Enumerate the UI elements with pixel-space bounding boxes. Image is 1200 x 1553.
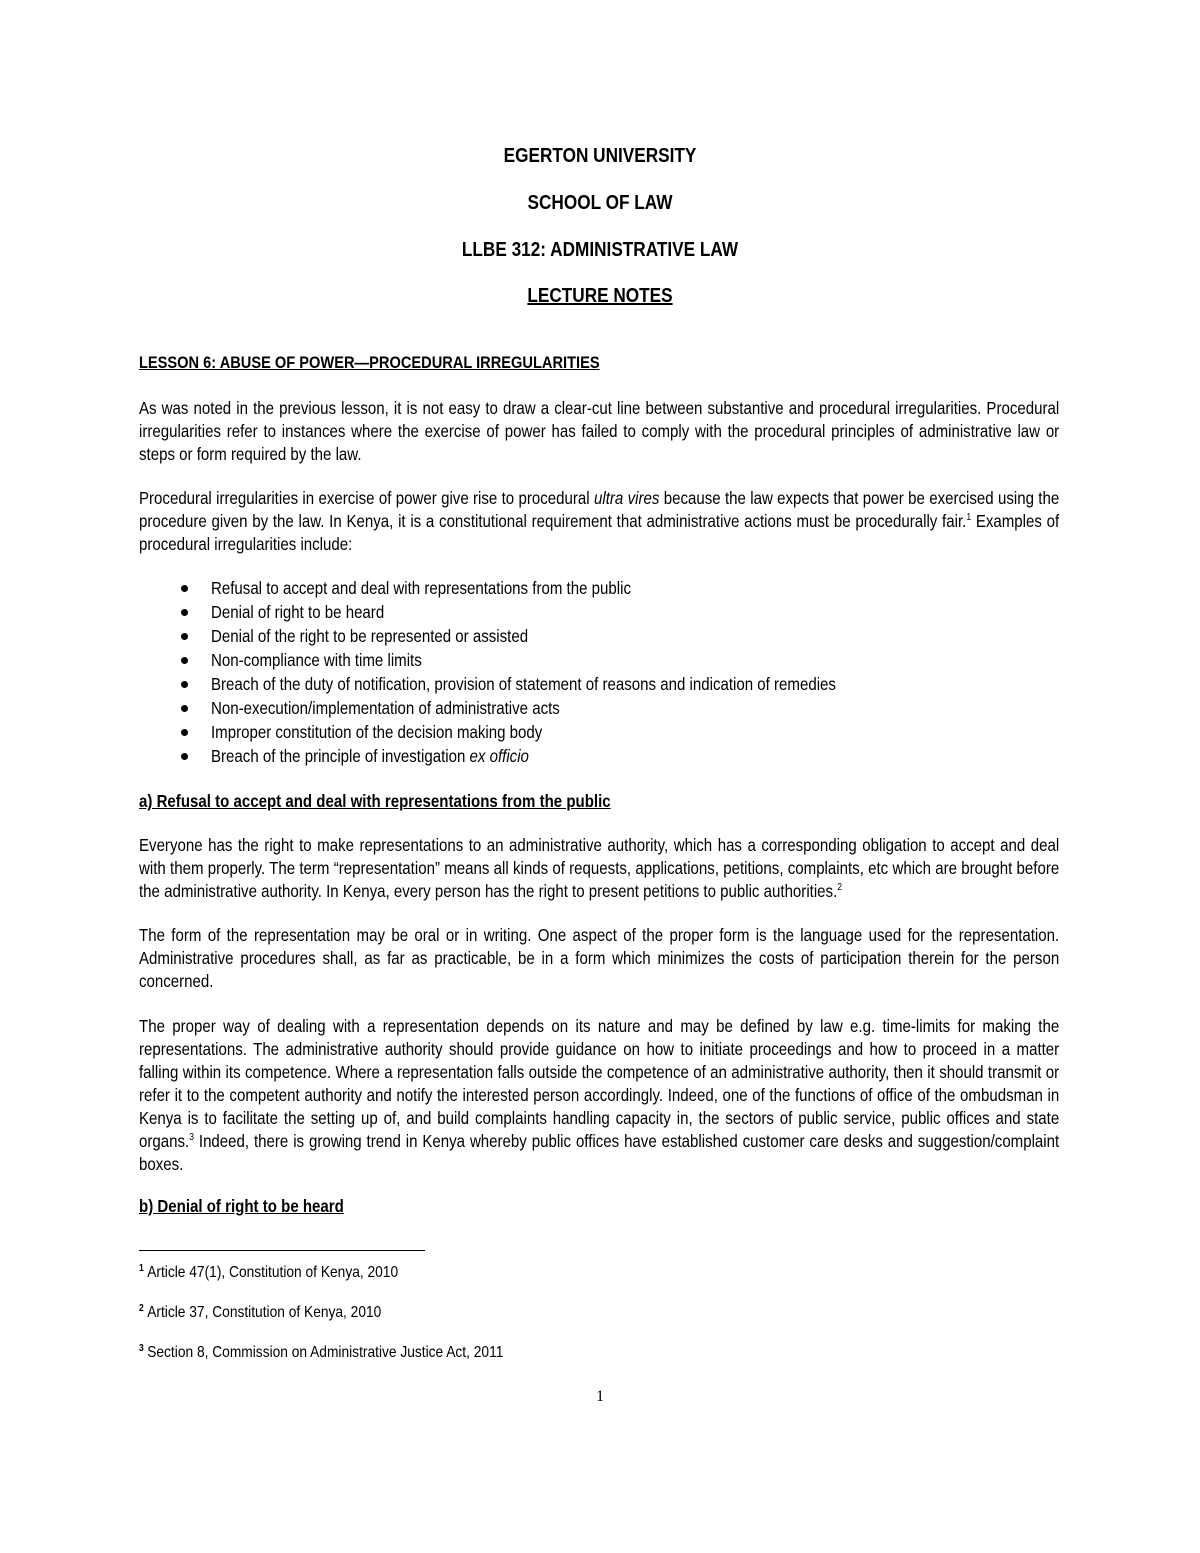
footnote-2: $^2$ Article 37, Constitution of Kenya, 2010	[139, 1302, 382, 1321]
list-item: Non-execution/implementation of administrative acts	[173, 696, 1073, 720]
school-title: SCHOOL OF LAW	[527, 192, 673, 214]
university-title: EGERTON UNIVERSITY	[503, 145, 697, 167]
footnote-separator	[139, 1250, 425, 1251]
bullet-icon	[181, 681, 188, 688]
bullet-icon	[181, 753, 188, 760]
course-title: LLBE 312: ADMINISTRATIVE LAW	[461, 239, 739, 261]
section-a-paragraph-3: The proper way of dealing with a representation depends on its nature and may be defined by law e.g. time-limits for making the representations. The administrative authority should provide guidance on how to initiate proceedings and how to proceed in a matter falling within its competence. Where a representation falls outside the competence of an administrative authority, then it should transmit or refer it to the competent authority and notify the interested person accordingly. Indeed, one of the functions of office of the ombudsman in Kenya is to facilitate the setting up of, and build complaints handling capacity in, the sectors of public service, public offices and state organs.$^3$ Indeed, there is growing trend in Kenya whereby public offices have established customer care desks and suggestion/complaint boxes.	[139, 1016, 1060, 1174]
list-item: Breach of the principle of investigation ex officio	[173, 744, 1073, 768]
bullet-icon	[181, 729, 188, 736]
list-item: Denial of the right to be represented or assisted	[173, 624, 1073, 648]
page-number: 1	[596, 1388, 604, 1405]
list-item: Breach of the duty of notification, provision of statement of reasons and indication of remedies	[173, 672, 1073, 696]
footnote-ref-2[interactable]: 2	[837, 882, 843, 894]
footnote-mark: 3	[139, 1342, 144, 1354]
section-a-heading: a) Refusal to accept and deal with representations from the public	[139, 791, 611, 811]
footnote-1: $^1$ Article 47(1), Constitution of Kenya, 2010	[139, 1262, 399, 1281]
footnote-3: $^3$ Section 8, Commission on Administrative Justice Act, 2011	[139, 1342, 504, 1361]
ultra-vires-term: ultra vires	[593, 488, 660, 508]
bullet-icon	[181, 609, 188, 616]
irregularities-list	[173, 576, 1073, 768]
intro-p2-text-cont: because the law expects that power be exercised using the procedure given by the law. In Kenya, it is a constitutional requirement that administrative actions must be procedurally fair.	[139, 488, 1060, 531]
section-a-paragraph-2: The form of the representation may be oral or in writing. One aspect of the proper form is the language used for the representation. Administrative procedures shall, as far as practicable, be in a form which minimizes the costs of participation therein for the person concerned.	[139, 925, 1060, 991]
section-a-paragraph-1: Everyone has the right to make representations to an administrative authority, which has a corresponding obligation to accept and deal with them properly. The term “representation” means all kinds of requests, applications, petitions, complaints, etc which are brought before the administrative authority. In Kenya, every person has the right to present petitions to public authorities.$^2$	[139, 835, 1060, 901]
bullet-icon	[181, 633, 188, 640]
footnote-mark: 1	[139, 1262, 144, 1274]
footnote-ref-1[interactable]: 1	[966, 512, 972, 524]
section-b-heading: b) Denial of right to be heard	[139, 1196, 344, 1216]
lecture-notes-title: LECTURE NOTES	[527, 285, 673, 307]
footnote-ref-3[interactable]: 3	[189, 1132, 194, 1144]
bullet-icon	[181, 585, 188, 592]
list-item: Denial of right to be heard	[173, 600, 1073, 624]
intro-p2-text: Procedural irregularities in exercise of power give rise to procedural	[139, 488, 594, 508]
bullet-icon	[181, 657, 188, 664]
list-item: Non-compliance with time limits	[173, 648, 1073, 672]
list-item: Improper constitution of the decision making body	[173, 720, 1073, 744]
list-item: Refusal to accept and deal with representations from the public	[173, 576, 1073, 600]
intro-paragraph-2	[139, 487, 1059, 556]
ex-officio-term: ex officio	[469, 746, 529, 766]
intro-paragraph-1: As was noted in the previous lesson, it is not easy to draw a clear-cut line between substantive and procedural irregularities. Procedural irregularities refer to instances where the exercise of power has failed to comply with the procedural principles of administrative law or steps or form required by the law.	[139, 398, 1060, 464]
lesson-heading: LESSON 6: ABUSE OF POWER—PROCEDURAL IRREGULARITIES	[139, 353, 600, 372]
footnote-mark: 2	[139, 1302, 144, 1314]
intro-p2-tail: Examples of procedural irregularities include:	[139, 511, 1060, 554]
bullet-icon	[181, 705, 188, 712]
